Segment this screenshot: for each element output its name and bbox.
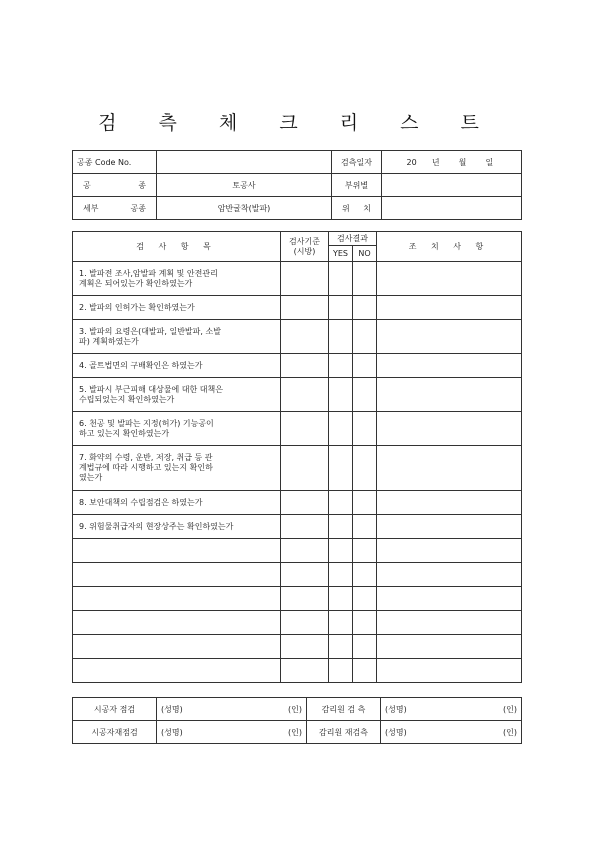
checklist-item-text: 3. 발파의 요령은(대발파, 일반발파, 소발 파) 계획하였는가	[73, 320, 281, 354]
no-cell[interactable]	[353, 611, 377, 635]
criteria-cell[interactable]	[281, 262, 329, 296]
supervisor-name-placeholder: (성명)	[385, 704, 407, 714]
checklist-row	[73, 354, 522, 378]
header-criteria-line1: 검사기준	[289, 236, 320, 246]
contractor-name-placeholder: (성명)	[161, 704, 183, 714]
no-cell[interactable]	[353, 515, 377, 539]
checklist-item-text: 6. 천공 및 발파는 지정(허가) 기능공이 하고 있는지 확인하였는가	[73, 412, 281, 446]
criteria-cell[interactable]	[281, 539, 329, 563]
yes-cell[interactable]	[329, 354, 353, 378]
supervisor-reinspect-label: 감리원 재검측	[307, 721, 381, 744]
yes-cell[interactable]	[329, 611, 353, 635]
checklist-row	[73, 587, 522, 611]
checklist-row	[73, 320, 522, 354]
criteria-cell[interactable]	[281, 446, 329, 491]
signature-row-1	[73, 698, 522, 721]
checklist-row	[73, 515, 522, 539]
no-cell[interactable]	[353, 378, 377, 412]
checklist-item-text	[73, 659, 281, 683]
checklist-row	[73, 296, 522, 320]
checklist-body	[73, 262, 522, 683]
criteria-cell[interactable]	[281, 354, 329, 378]
yes-cell[interactable]	[329, 378, 353, 412]
contractor-check-label: 시공자 점검	[73, 698, 157, 721]
checklist-row	[73, 611, 522, 635]
no-cell[interactable]	[353, 262, 377, 296]
detail-work-value[interactable]: 암반굴착(발파)	[157, 197, 332, 220]
checklist-item-text: 4. 골트법면의 구배확인은 하였는가	[73, 354, 281, 378]
no-cell[interactable]	[353, 539, 377, 563]
signature-row-2	[73, 721, 522, 744]
checklist-row	[73, 412, 522, 446]
action-cell[interactable]	[377, 262, 522, 296]
yes-cell[interactable]	[329, 446, 353, 491]
criteria-cell[interactable]	[281, 378, 329, 412]
part-value-field[interactable]	[382, 174, 522, 197]
date-year: 20	[406, 157, 417, 167]
action-cell[interactable]	[377, 611, 522, 635]
yes-cell[interactable]	[329, 320, 353, 354]
date-day-unit: 일	[485, 157, 494, 167]
criteria-cell[interactable]	[281, 491, 329, 515]
yes-cell[interactable]	[329, 296, 353, 320]
signature-table	[72, 697, 522, 744]
yes-cell[interactable]	[329, 412, 353, 446]
yes-cell[interactable]	[329, 659, 353, 683]
criteria-cell[interactable]	[281, 320, 329, 354]
criteria-cell[interactable]	[281, 635, 329, 659]
supervisor-sign-field[interactable]	[381, 698, 522, 721]
yes-cell[interactable]	[329, 515, 353, 539]
no-cell[interactable]	[353, 354, 377, 378]
date-year-unit: 년	[431, 157, 440, 167]
contractor-seal-placeholder: (인)	[288, 704, 302, 714]
checklist-item-text: 1. 발파전 조사,암발파 계획 및 안전관리 계획은 되어있는가 확인하였는가	[73, 262, 281, 296]
checklist-row	[73, 262, 522, 296]
info-row-work-type	[73, 174, 522, 197]
detail-work-label: 세부 공종	[73, 197, 157, 220]
supervisor-seal-placeholder: (인)	[503, 704, 517, 714]
checklist-row	[73, 659, 522, 683]
checklist-item-text	[73, 563, 281, 587]
contractor-recheck-label: 시공자재점검	[73, 721, 157, 744]
yes-cell[interactable]	[329, 491, 353, 515]
yes-cell[interactable]	[329, 635, 353, 659]
checklist-item-text	[73, 587, 281, 611]
header-yes: YES	[329, 246, 353, 262]
info-row-code	[73, 151, 522, 174]
no-cell[interactable]	[353, 491, 377, 515]
criteria-cell[interactable]	[281, 412, 329, 446]
action-cell[interactable]	[377, 412, 522, 446]
criteria-cell[interactable]	[281, 515, 329, 539]
action-cell[interactable]	[377, 587, 522, 611]
info-table	[72, 150, 522, 220]
checklist-item-text	[73, 611, 281, 635]
info-row-detail	[73, 197, 522, 220]
checklist-item-text: 9. 위험물취급자의 현장상주는 확인하였는가	[73, 515, 281, 539]
location-value-field[interactable]	[382, 197, 522, 220]
action-cell[interactable]	[377, 354, 522, 378]
supervisor-reinspect-sign-field[interactable]	[381, 721, 522, 744]
criteria-cell[interactable]	[281, 296, 329, 320]
checklist-row	[73, 491, 522, 515]
date-month-unit: 월	[458, 157, 467, 167]
code-value-field[interactable]	[157, 151, 332, 174]
no-cell[interactable]	[353, 412, 377, 446]
contractor-sign-field[interactable]	[157, 698, 307, 721]
checklist-table	[72, 231, 522, 683]
criteria-cell[interactable]	[281, 563, 329, 587]
inspection-date-label: 검측일자	[332, 151, 382, 174]
checklist-row	[73, 563, 522, 587]
header-item: 검 사 항 목	[73, 232, 281, 262]
checklist-item-text	[73, 539, 281, 563]
checklist-row	[73, 446, 522, 491]
action-cell[interactable]	[377, 635, 522, 659]
action-cell[interactable]	[377, 515, 522, 539]
action-cell[interactable]	[377, 563, 522, 587]
checklist-item-text: 8. 보안대책의 수립점검은 하였는가	[73, 491, 281, 515]
work-type-label: 공 종	[73, 174, 157, 197]
header-no: NO	[353, 246, 377, 262]
page-title: 검 측 체 크 리 스 트	[98, 112, 497, 134]
yes-cell[interactable]	[329, 539, 353, 563]
checklist-item-text: 5. 발파시 부근피해 대상물에 대한 대책은 수립되었는지 확인하였는가	[73, 378, 281, 412]
header-result: 검사결과	[329, 232, 377, 246]
supervisor-reinspect-name-placeholder: (성명)	[385, 727, 407, 737]
supervisor-reinspect-seal-placeholder: (인)	[503, 727, 517, 737]
header-criteria	[281, 232, 329, 262]
contractor-recheck-name-placeholder: (성명)	[161, 727, 183, 737]
no-cell[interactable]	[353, 635, 377, 659]
checklist-item-text: 7. 화약의 수령, 운반, 저장, 취급 등 관 계법규에 따라 시행하고 있는지 확인하 였는가	[73, 446, 281, 491]
checklist-row	[73, 539, 522, 563]
supervisor-inspect-label: 감리원 검 측	[307, 698, 381, 721]
checklist-item-text	[73, 635, 281, 659]
work-type-value[interactable]: 토공사	[157, 174, 332, 197]
criteria-cell[interactable]	[281, 659, 329, 683]
part-label: 부위별	[332, 174, 382, 197]
no-cell[interactable]	[353, 659, 377, 683]
no-cell[interactable]	[353, 587, 377, 611]
no-cell[interactable]	[353, 563, 377, 587]
header-action: 조 치 사 항	[377, 232, 522, 262]
no-cell[interactable]	[353, 296, 377, 320]
checklist-item-text: 2. 발파의 인허가는 확인하였는가	[73, 296, 281, 320]
inspection-date-field[interactable]	[382, 151, 522, 174]
action-cell[interactable]	[377, 320, 522, 354]
action-cell[interactable]	[377, 446, 522, 491]
location-label: 위 치	[332, 197, 382, 220]
action-cell[interactable]	[377, 539, 522, 563]
action-cell[interactable]	[377, 378, 522, 412]
no-cell[interactable]	[353, 446, 377, 491]
action-cell[interactable]	[377, 296, 522, 320]
contractor-recheck-seal-placeholder: (인)	[288, 727, 302, 737]
yes-cell[interactable]	[329, 587, 353, 611]
code-label: 공종 Code No.	[73, 151, 157, 174]
checklist-row	[73, 635, 522, 659]
header-criteria-line2: (시방)	[293, 246, 316, 256]
yes-cell[interactable]	[329, 563, 353, 587]
yes-cell[interactable]	[329, 262, 353, 296]
criteria-cell[interactable]	[281, 611, 329, 635]
checklist-row	[73, 378, 522, 412]
no-cell[interactable]	[353, 320, 377, 354]
checklist-header-row	[73, 232, 522, 246]
action-cell[interactable]	[377, 659, 522, 683]
contractor-recheck-sign-field[interactable]	[157, 721, 307, 744]
criteria-cell[interactable]	[281, 587, 329, 611]
action-cell[interactable]	[377, 491, 522, 515]
